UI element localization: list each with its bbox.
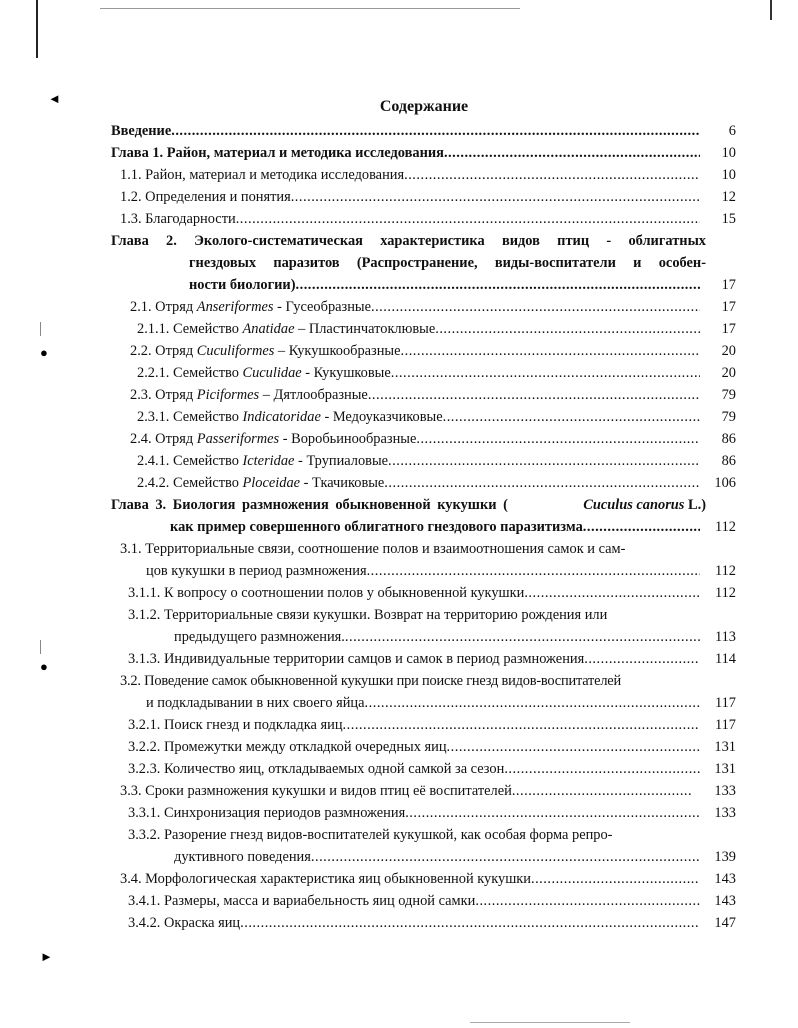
toc-page-number: 106: [714, 475, 736, 491]
toc-entry-label: Глава 2. Эколого-систематическая характеристика видов птиц - облигатных: [111, 233, 706, 249]
toc-page-number: 20: [721, 365, 736, 381]
toc-page-number: 133: [714, 805, 736, 821]
toc-entry-label: 3.2.2. Промежутки между откладкой очередных яиц: [128, 739, 447, 755]
toc-page-number: 131: [714, 739, 736, 755]
latin-taxon-name: Cuculidae: [242, 365, 302, 381]
latin-taxon-name: Anatidae: [242, 321, 295, 337]
toc-entry-label: Введение: [111, 123, 172, 139]
latin-taxon-name: Icteridae: [242, 453, 295, 469]
punch-hole-mark: ►: [40, 949, 53, 964]
toc-page-number: 17: [721, 299, 736, 315]
toc-entry-label: 3.1.3. Индивидуальные территории самцов и самок в период размножения: [128, 651, 585, 667]
toc-entry-label: 2.4. Отряд: [130, 431, 197, 447]
toc-entry-label: – Пластинчатоклювые: [294, 321, 436, 337]
scan-mark: [40, 640, 41, 654]
toc-page-number: 112: [714, 585, 736, 601]
toc-page-number: 131: [714, 761, 736, 777]
toc-page-number: 117: [714, 717, 736, 733]
toc-entry-label: – Дятлообразные: [259, 387, 368, 403]
latin-taxon-name: Indicatoridae: [242, 409, 321, 425]
toc-entry-label: 3.2.1. Поиск гнезд и подкладка яиц: [128, 717, 343, 733]
toc-page-number: 139: [714, 849, 736, 865]
toc-entry-label: 2.2. Отряд: [130, 343, 197, 359]
toc-entry-label: цов кукушки в период размножения: [146, 563, 367, 579]
toc-entry-label: 2.1. Отряд: [130, 299, 197, 315]
toc-entry-label: 3.4. Морфологическая характеристика яиц обыкновенной кукушки: [120, 871, 531, 887]
toc-entry-label: 3.4.1. Размеры, масса и вариабельность яиц одной самки: [128, 893, 476, 909]
toc-page-number: 86: [721, 453, 736, 469]
toc-page-number: 114: [714, 651, 736, 667]
toc-page-number: 112: [714, 519, 736, 535]
toc-entry-label: 2.1.1. Семейство: [137, 321, 243, 337]
scan-mark: [40, 322, 41, 336]
toc-entry-label: 2.3.1. Семейство: [137, 409, 243, 425]
toc-entry-label: 2.4.1. Семейство: [137, 453, 243, 469]
latin-taxon-name: Piciformes: [196, 387, 260, 403]
toc-page-number: 17: [721, 321, 736, 337]
toc-page-number: 15: [721, 211, 736, 227]
toc-entry-label: - Кукушковые: [301, 365, 391, 381]
toc-entry-label: 1.1. Район, материал и методика исследования: [120, 167, 405, 183]
toc-entry-label: и подкладывании в них своего яйца: [146, 695, 365, 711]
toc-entry-label: 3.3.2. Разорение гнезд видов-воспитателей кукушкой, как особая форма репро-: [128, 827, 613, 843]
toc-entry-label: – Кукушкообразные: [274, 343, 401, 359]
toc-entry-label: 3.1.1. К вопросу о соотношении полов у обыкновенной кукушки: [128, 585, 525, 601]
toc-entry-label: 3.4.2. Окраска яиц: [128, 915, 241, 931]
toc-page-number: 12: [721, 189, 736, 205]
toc-page-number: 113: [714, 629, 736, 645]
toc-entry-label: - Гусеобразные: [273, 299, 371, 315]
toc-page-number: 86: [721, 431, 736, 447]
toc-page-number: 112: [714, 563, 736, 579]
latin-taxon-name: Anseriformes: [196, 299, 274, 315]
punch-hole-mark: ●: [40, 345, 48, 360]
toc-entry-label: 3.3. Сроки размножения кукушки и видов птиц её воспитателей: [120, 783, 512, 799]
toc-entry-label: 3.3.1. Синхронизация периодов размножения: [128, 805, 406, 821]
toc-entry-label: 2.3. Отряд: [130, 387, 197, 403]
toc-entry-label: - Ткачиковые: [300, 475, 385, 491]
punch-hole-mark: ●: [40, 659, 48, 674]
toc-page-number: 133: [714, 783, 736, 799]
toc-page-number: 147: [714, 915, 736, 931]
toc-page-number: 10: [721, 145, 736, 161]
toc-page-number: 6: [728, 123, 736, 139]
toc-entry-label: 3.1. Территориальные связи, соотношение полов и взаимоотношения самок и сам-: [120, 541, 626, 557]
toc-entry-label: 3.2. Поведение самок обыкновенной кукушки при поиске гнезд видов-воспитателей: [120, 673, 621, 689]
toc-entry-label: 2.4.2. Семейство: [137, 475, 243, 491]
toc-entry-label: Глава 1. Район, материал и методика исследования: [111, 145, 444, 161]
punch-hole-mark: ◄: [48, 91, 61, 106]
scan-border-right: [770, 0, 772, 20]
toc-entry-label: - Медоуказчиковые: [320, 409, 443, 425]
toc-entry-label: - Воробьинообразные: [279, 431, 417, 447]
toc-entry-label: ности биологии): [189, 277, 296, 293]
toc-page-number: 10: [721, 167, 736, 183]
latin-taxon-name: Ploceidae: [242, 475, 301, 491]
toc-page-number: 143: [714, 871, 736, 887]
toc-page-number: 20: [721, 343, 736, 359]
toc-entry-label: 1.2. Определения и понятия: [120, 189, 291, 205]
toc-entry-label: предыдущего размножения.: [174, 629, 345, 645]
toc-entry-label: 3.2.3. Количество яиц, откладываемых одной самкой за сезон: [128, 761, 505, 777]
toc-entry-label: гнездовых паразитов (Распространение, виды-воспитатели и особен-: [189, 255, 706, 271]
scan-border-bottom: [470, 1022, 630, 1023]
toc-entry-label: L.): [684, 497, 706, 513]
toc-entry-label: Глава 3. Биология размножения обыкновенной кукушки (: [111, 497, 508, 513]
latin-taxon-name: Cuculiformes: [196, 343, 275, 359]
toc-page-number: 79: [721, 409, 736, 425]
toc-entry-label: дуктивного поведения: [174, 849, 311, 865]
toc-page-number: 143: [714, 893, 736, 909]
scan-border-left: [36, 0, 38, 58]
toc-entry-label: как пример совершенного облигатного гнездового паразитизма: [170, 519, 583, 535]
scan-border-top: [100, 8, 520, 9]
latin-taxon-name: Cuculus canorus: [583, 497, 685, 513]
toc-page-number: 79: [721, 387, 736, 403]
toc-entry-label: 3.1.2. Территориальные связи кукушки. Возврат на территорию рождения или: [128, 607, 608, 623]
toc-page-number: 117: [714, 695, 736, 711]
toc-entry-label: - Трупиаловые: [294, 453, 389, 469]
page-title: Содержание: [379, 98, 469, 115]
latin-taxon-name: Passeriformes: [196, 431, 280, 447]
toc-page-number: 17: [721, 277, 736, 293]
toc-entry-label: 1.3. Благодарности: [120, 211, 236, 227]
toc-entry-label: 2.2.1. Семейство: [137, 365, 243, 381]
